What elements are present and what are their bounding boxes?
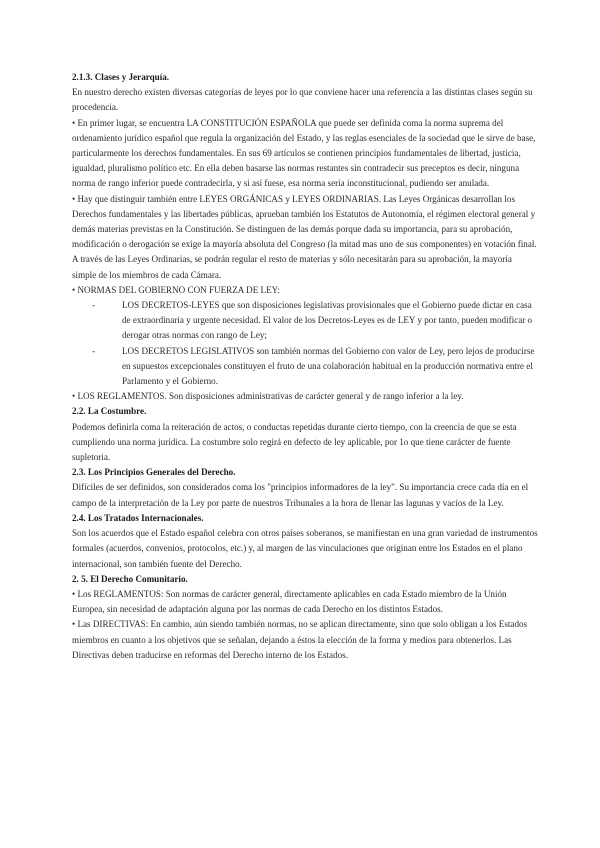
dash-marker: -	[92, 345, 96, 356]
paragraph-intro: En nuestro derecho existen diversas categorías de leyes por lo que conviene hacer una referencia a las distintas clases según su procedencia.	[72, 87, 533, 113]
sub-item-decretos-leyes	[72, 298, 538, 344]
sub-item-text: LOS DECRETOS LEGISLATIVOS son también normas del Gobierno con valor de Ley, pero lejos de producirse en supuestos excepcionales constituyen el fruto de una colaboración habitual en la producción normativa entre el Parlamento y el Gobierno.	[122, 345, 535, 387]
bullet-constitucion: • En primer lugar, se encuentra LA CONSTITUCIÓN ESPAÑOLA que puede ser definida coma la norma suprema del ordenamiento jurídico español que regula la organización del Estado, y las reglas esenciales de la sociedad que le sirve de base, particularmente los derechos fundamentales. En sus 69 artículos se contienen principios fundamentales de libertad, justicia, igualdad, pluralismo político etc. En ella deben basarse las normas restantes sin contradecir sus preceptos es decir, ninguna norma de rango inferior puede contradecirla, y si así fuese, esa norma sería inconstitucional, pudiendo ser anulada.	[72, 117, 536, 189]
bullet-leyes-organicas: • Hay que distinguir también entre LEYES ORGÁNICAS y LEYES ORDINARIAS. Las Leyes Orgánicas desarrollan los Derechos fundamentales y las libertades públicas, aprueban también los Estatutos de Autonomía, el régimen electoral general y demás materias previstas en la Constitución. Se distinguen de las demás porque dada su importancia, para su aprobación, modificación o derogación se exige la mayoría absoluta del Congreso (la mitad mas uno de sus componentes) en votación final. A través de las Leyes Ordinarias, se podrán regular el resto de materias y sólo necesitarán para su aprobación, la mayoría simple de los miembros de cada Cámara.	[72, 193, 537, 280]
bullet-reglamentos-ue: • Los REGLAMENTOS: Son normas de carácter general, directamente aplicables en cada Estado miembro de la Unión Europea, sin necesidad de adaptación alguna por las normas de cada Derecho en los distintos Estados.	[72, 588, 507, 615]
paragraph-costumbre: Podemos definirla coma la reiteración de actos, o conductas repetidas durante cierto tiempo, con la creencia de que se esta cumpliendo una norma jurídica. La costumbre solo regirá en defecto de ley aplicable, por 1o que tiene carácter de fuente supletoria.	[72, 421, 517, 463]
heading-costumbre: 2.2. La Costumbre.	[72, 406, 147, 417]
bullet-reglamentos: • LOS REGLAMENTOS. Son disposiciones administrativas de carácter general y de rango inferior a la ley.	[72, 391, 464, 402]
paragraph-principios-generales: Difíciles de ser definidos, son considerados coma los "principios informadores de la ley". Su importancia crece cada día en el campo de la interpretación de la Ley por parte de nuestros Tribunales a la hora de llenar las lagunas y vacíos de la Ley.	[72, 482, 529, 508]
sub-item-text: LOS DECRETOS-LEYES que son disposiciones legislativas provisionales que el Gobierno puede dictar en casa de extraordinaria y urgente necesidad. El valor de los Decretos-Leyes es de LEY y por tanto, pueden modificar o derogar otras normas con rango de Ley;	[122, 300, 533, 341]
paragraph-tratados-internacionales: Son los acuerdos que el Estado español celebra con otros países soberanos, se manifiestan en una gran variedad de instrumentos formales (acuerdos, convenios, protocolos, etc.) y, al margen de las vinculaciones que originan entre los Estados en el plano internacional, son también fuente del Derecho.	[72, 528, 538, 569]
sub-item-decretos-legislativos	[72, 344, 538, 390]
dash-marker: -	[92, 300, 96, 311]
bullet-directivas: • Las DIRECTIVAS: En cambio, aún siendo también normas, no se aplican directamente, sino que solo obligan a los Estados miembros en cuanto a los objetivos que se señalan, dejando a éstos la elección de la forma y medios para obtenerlos. Las Directivas deben traducirse en reformas del Derecho interno de los Estados.	[72, 619, 528, 660]
bullet-normas-gobierno: • NORMAS DEL GOBIERNO CON FUERZA DE LEY:	[72, 284, 280, 295]
heading-derecho-comunitario: 2. 5. El Derecho Comunitario.	[72, 573, 188, 584]
heading-principios-generales: 2.3. Los Principios Generales del Derecho.	[72, 467, 236, 478]
heading-tratados-internacionales: 2.4. Los Tratados Internacionales.	[72, 512, 204, 523]
heading-clases-jerarquia: 2.1.3. Clases y Jerarquía.	[72, 72, 170, 82]
